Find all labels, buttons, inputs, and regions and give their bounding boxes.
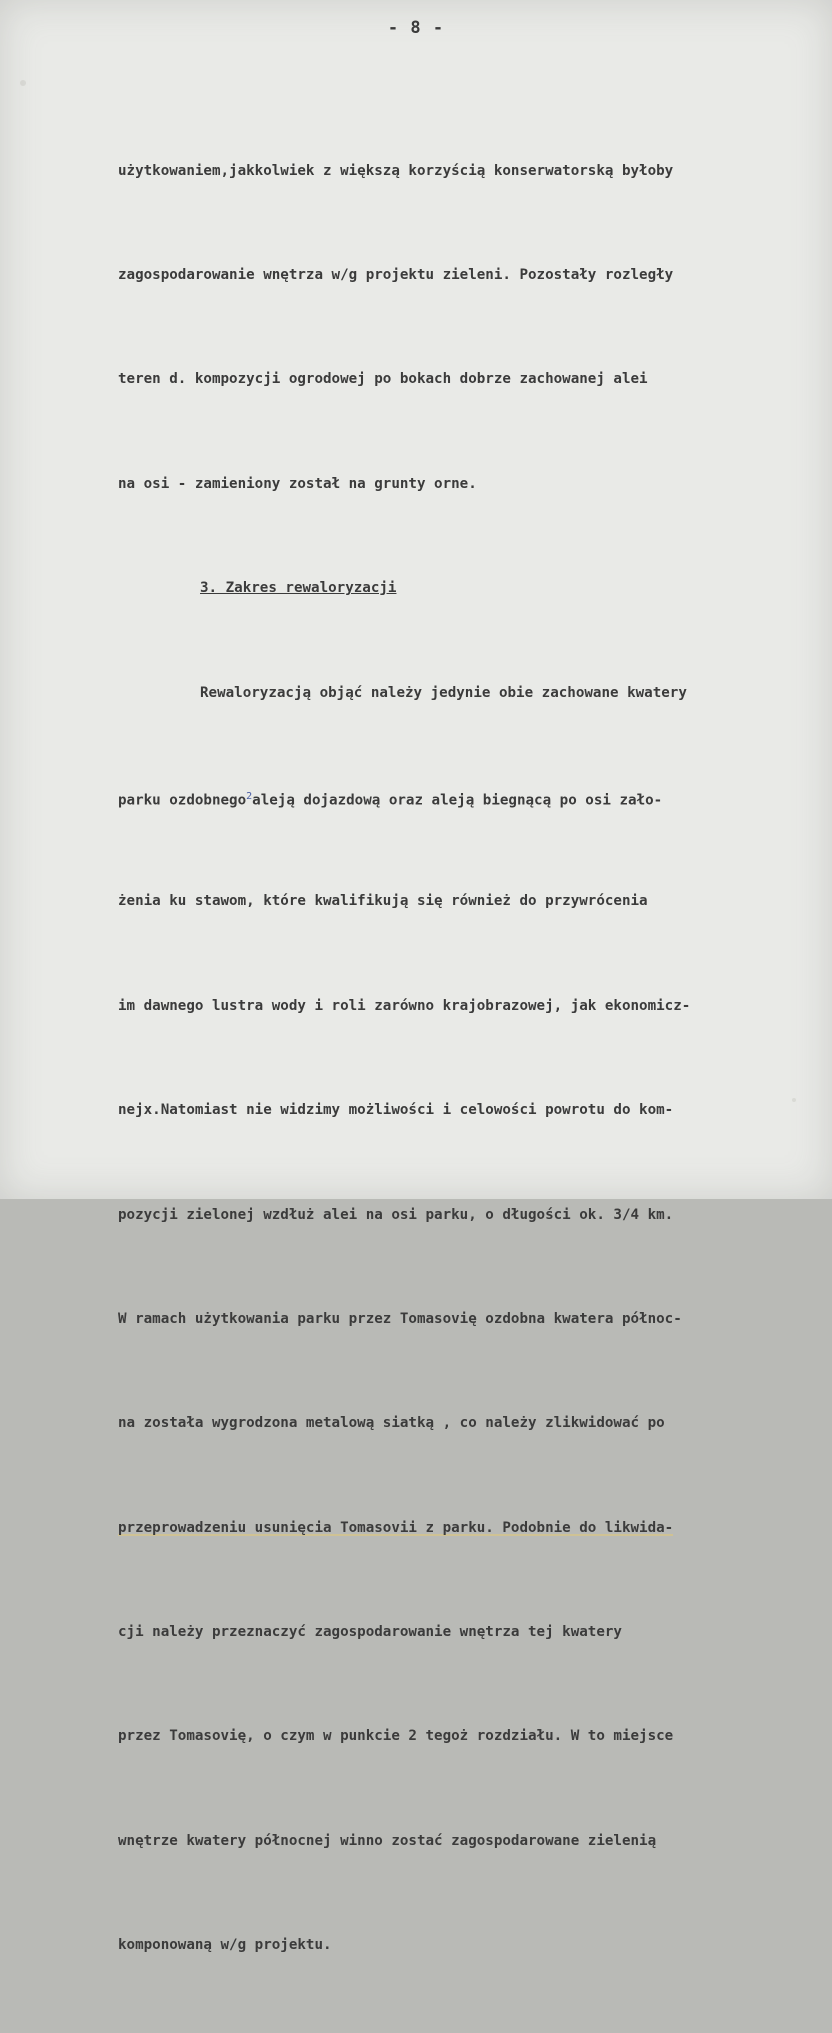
text-line: cji należy przeznaczyć zagospodarowanie wnętrza tej kwatery xyxy=(118,1624,622,1641)
text-line: na osi - zamieniony został na grunty orne. xyxy=(118,475,477,492)
text-line xyxy=(118,780,818,815)
text-line: żenia ku stawom, które kwalifikują się również do przywrócenia xyxy=(118,893,648,910)
text-fragment: parku ozdobnego xyxy=(118,792,247,809)
highlighted-text: przeprowadzeniu usunięcia Tomasovii z parku. Podobnie do likwida- xyxy=(118,1519,674,1536)
page-number: - 8 - xyxy=(387,18,445,38)
text-line: nejx.Natomiast nie widzimy możliwości i celowości powrotu do kom- xyxy=(118,1102,674,1119)
text-line: użytkowaniem,jakkolwiek z większą korzyścią konserwatorską byłoby xyxy=(118,162,674,179)
section-heading: 3. Zakres rewaloryzacji xyxy=(200,580,397,597)
text-line: komponowaną w/g projektu. xyxy=(118,1937,332,1954)
paper-stain xyxy=(20,80,26,86)
text-line: wnętrze kwatery północnej winno zostać zagospodarowane zielenią xyxy=(118,1832,657,1849)
body-text xyxy=(118,84,818,2033)
text-line: zagospodarowanie wnętrza w/g projektu zieleni. Pozostały rozległy xyxy=(118,266,674,283)
text-line xyxy=(118,1511,818,1546)
text-line: W ramach użytkowania parku przez Tomasovię ozdobna kwatera północ- xyxy=(118,1310,682,1327)
text-line: na została wygrodzona metalową siatką , co należy zlikwidować po xyxy=(118,1415,665,1432)
handwritten-annotation-mark: 2 xyxy=(246,790,253,802)
text-line: pozycji zielonej wzdłuż alei na osi parku, o długości ok. 3/4 km. xyxy=(118,1206,674,1223)
text-fragment: aleją dojazdową oraz aleją biegnącą po osi zało- xyxy=(252,792,663,809)
text-line: Rewaloryzacją objąć należy jedynie obie zachowane kwatery xyxy=(200,684,687,701)
text-line: przez Tomasovię, o czym w punkcie 2 tegoż rozdziału. W to miejsce xyxy=(118,1728,674,1745)
text-line: teren d. kompozycji ogrodowej po bokach dobrze zachowanej alei xyxy=(118,371,648,388)
section-heading-line xyxy=(118,571,818,606)
text-line: im dawnego lustra wody i roli zarówno krajobrazowej, jak ekonomicz- xyxy=(118,997,691,1014)
